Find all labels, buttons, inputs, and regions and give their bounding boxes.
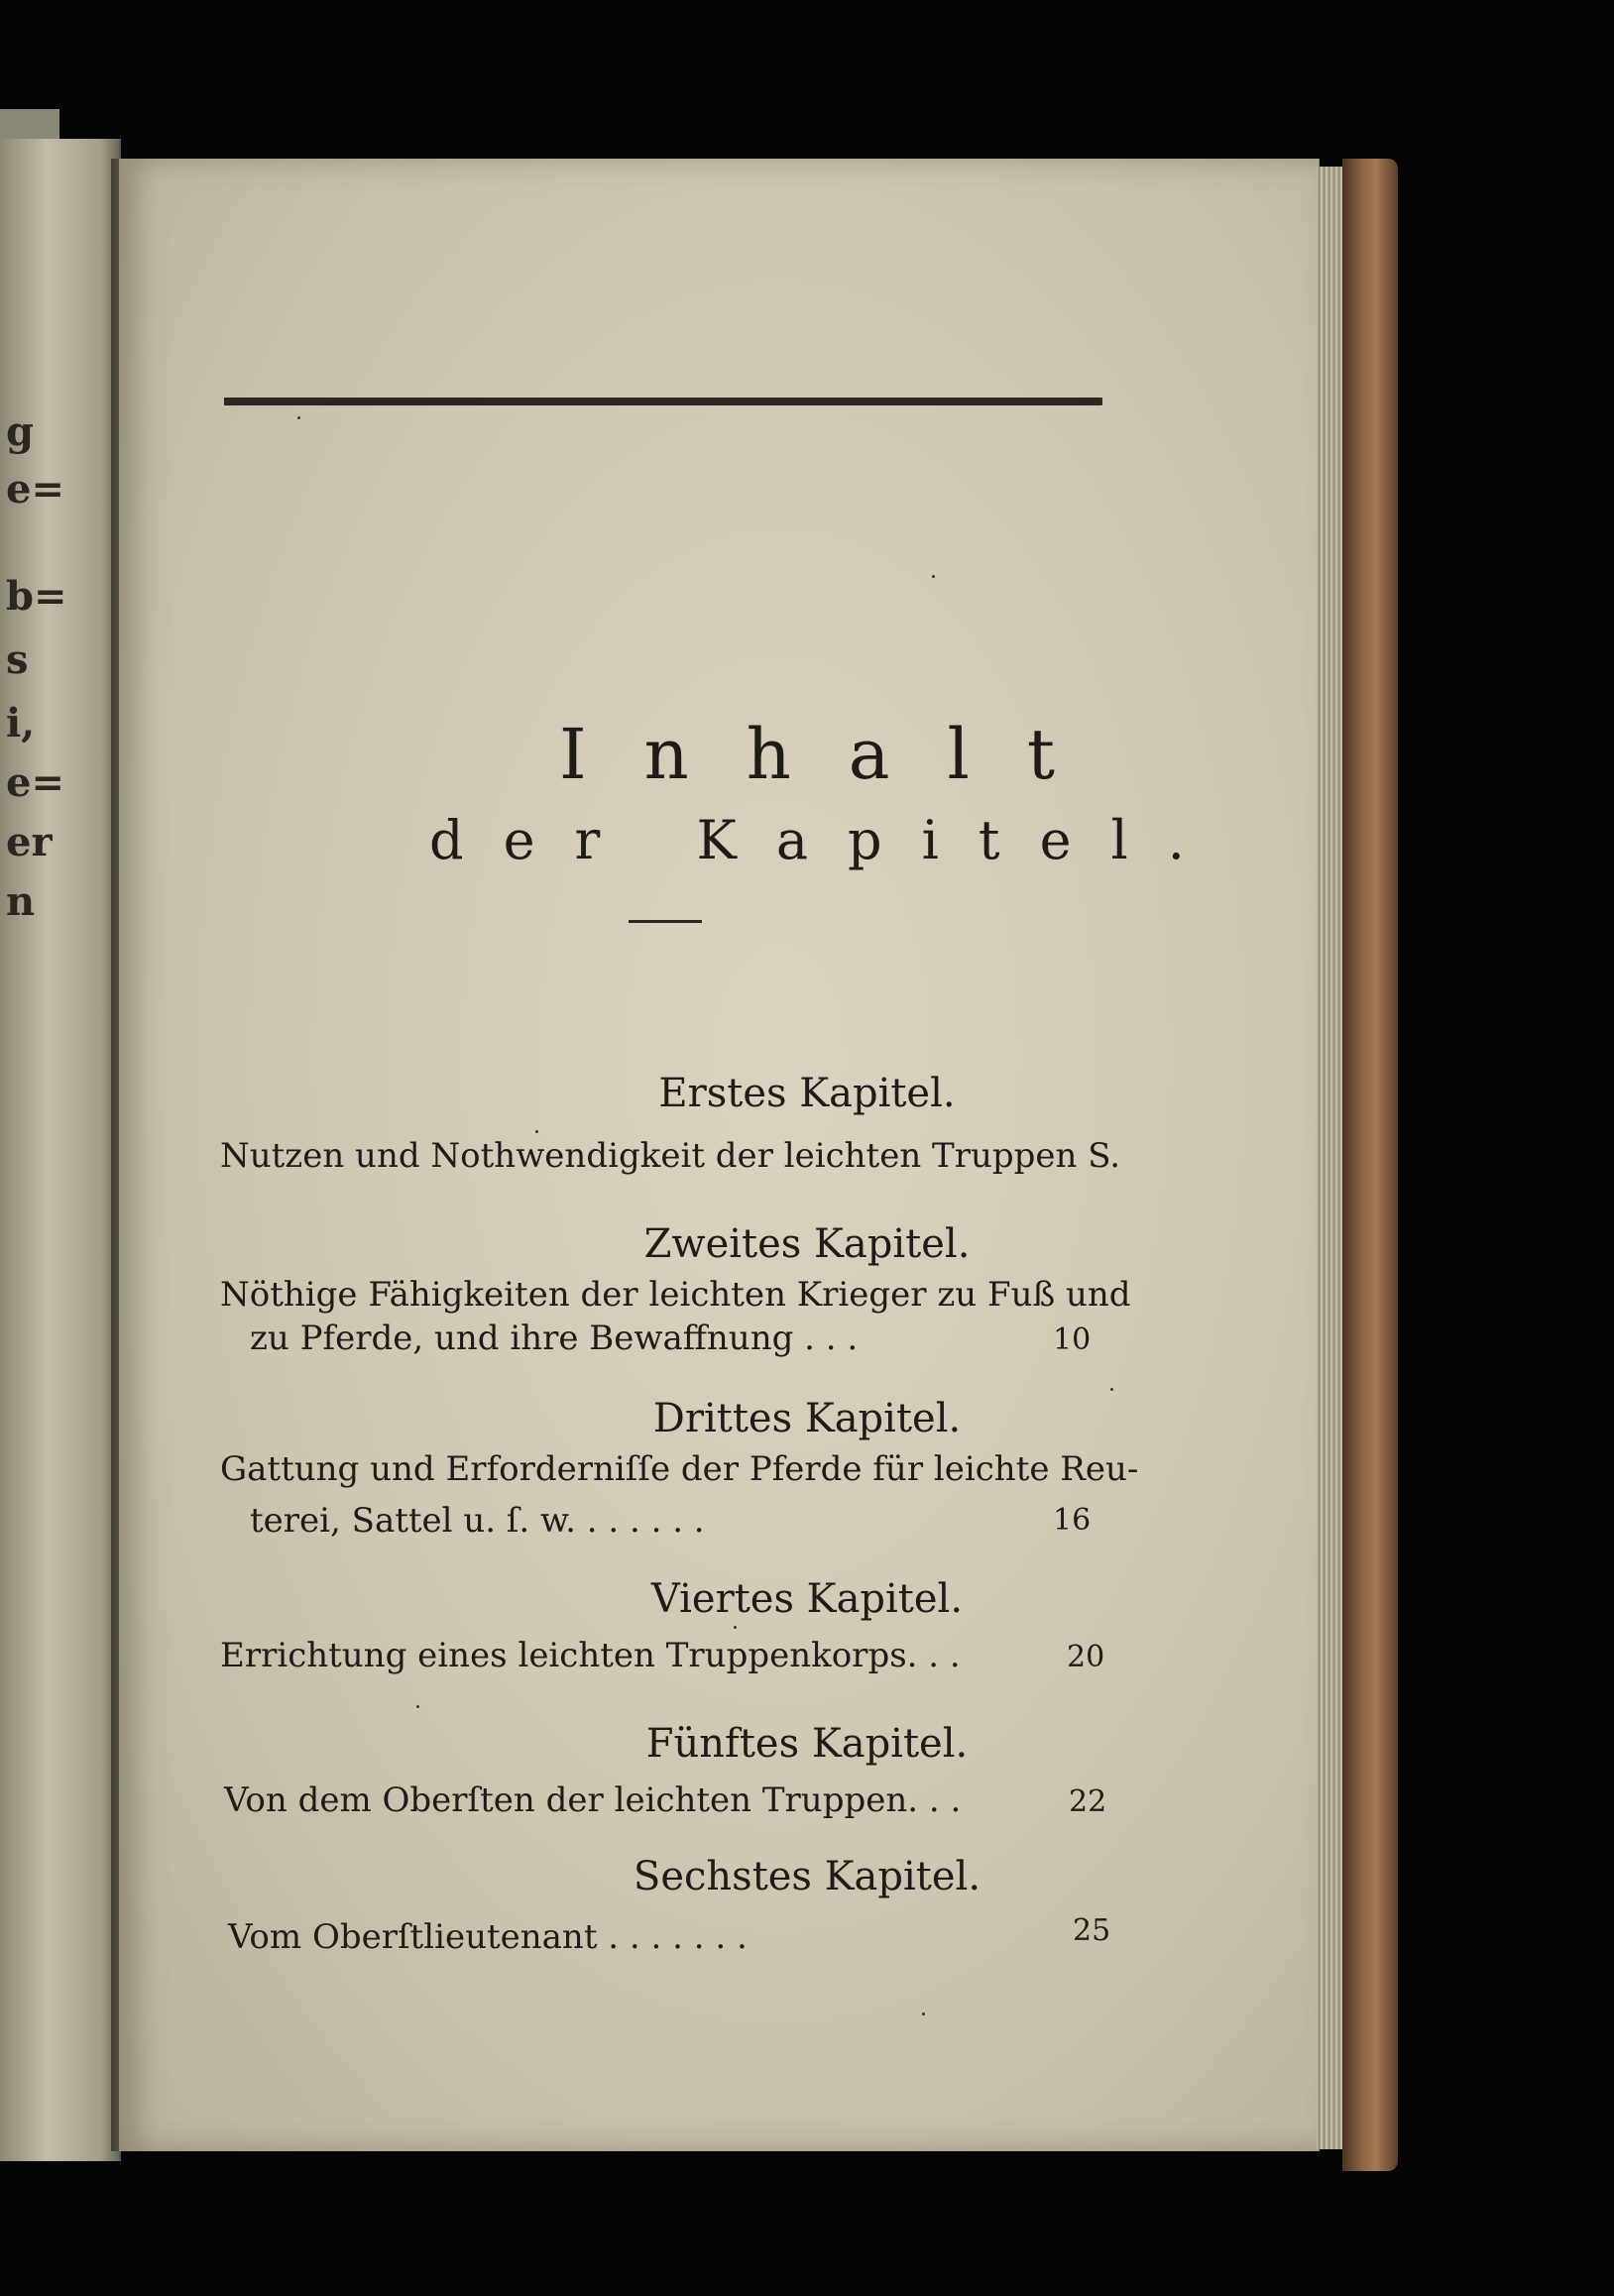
title-divider bbox=[629, 920, 702, 923]
left-page-fragment: b= bbox=[6, 573, 67, 620]
left-page-fragment: g bbox=[6, 408, 34, 455]
left-page-fragment: i, bbox=[6, 700, 36, 746]
chapter-heading: Drittes Kapitel. bbox=[652, 1396, 962, 1441]
chapter-entry-line: Nöthige Fähigkeiten der leichten Krieger zu Fuß und bbox=[220, 1275, 1131, 1315]
page-subtitle: der Kapitel. bbox=[429, 809, 1224, 871]
chapter-entry-line: Von dem Oberſten der leichten Truppen. . . bbox=[224, 1780, 962, 1820]
left-page-fragment: e= bbox=[6, 759, 64, 806]
paper-speck bbox=[932, 575, 935, 578]
paper-speck bbox=[297, 416, 300, 419]
left-page-fragment: e= bbox=[6, 466, 64, 513]
chapter-entry-line: Nutzen und Nothwendigkeit der leichten Truppen S. bbox=[220, 1136, 1121, 1176]
chapter-entry-line: Gattung und Erforderniſſe der Pferde für leichte Reu- bbox=[220, 1449, 1139, 1489]
chapter-entry-line: Errichtung eines leichten Truppenkorps. . . bbox=[220, 1636, 961, 1675]
chapter-entry-line: terei, Sattel u. ſ. w. . . . . . . bbox=[250, 1501, 705, 1541]
page-edges bbox=[1317, 167, 1344, 2149]
chapter-heading: Sechstes Kapitel. bbox=[633, 1854, 981, 1899]
page-number: 20 bbox=[1067, 1640, 1105, 1674]
page-number: 10 bbox=[1053, 1322, 1092, 1357]
page-number: 25 bbox=[1073, 1913, 1111, 1948]
header-rule bbox=[224, 398, 1102, 405]
page-title: Inhalt bbox=[558, 714, 1113, 795]
chapter-heading: Fünftes Kapitel. bbox=[645, 1721, 969, 1767]
page-number: 22 bbox=[1069, 1784, 1107, 1819]
left-page-fragment: s bbox=[6, 636, 29, 683]
paper-speck bbox=[1110, 1388, 1113, 1391]
chapter-heading: Viertes Kapitel. bbox=[650, 1576, 964, 1622]
page-number: 16 bbox=[1053, 1503, 1092, 1538]
chapter-entry-line: zu Pferde, und ihre Bewaffnung . . . bbox=[250, 1319, 859, 1358]
chapter-heading: Erstes Kapitel. bbox=[658, 1071, 956, 1116]
left-page-fragment: n bbox=[6, 878, 36, 925]
chapter-heading: Zweites Kapitel. bbox=[643, 1221, 971, 1267]
paper-speck bbox=[416, 1705, 419, 1708]
chapter-entry-line: Vom Oberſtlieutenant . . . . . . . bbox=[228, 1917, 748, 1957]
paper-speck bbox=[734, 1626, 737, 1629]
left-page-fragment: er bbox=[6, 819, 53, 865]
paper-speck bbox=[922, 2012, 925, 2015]
paper-speck bbox=[535, 1130, 538, 1133]
